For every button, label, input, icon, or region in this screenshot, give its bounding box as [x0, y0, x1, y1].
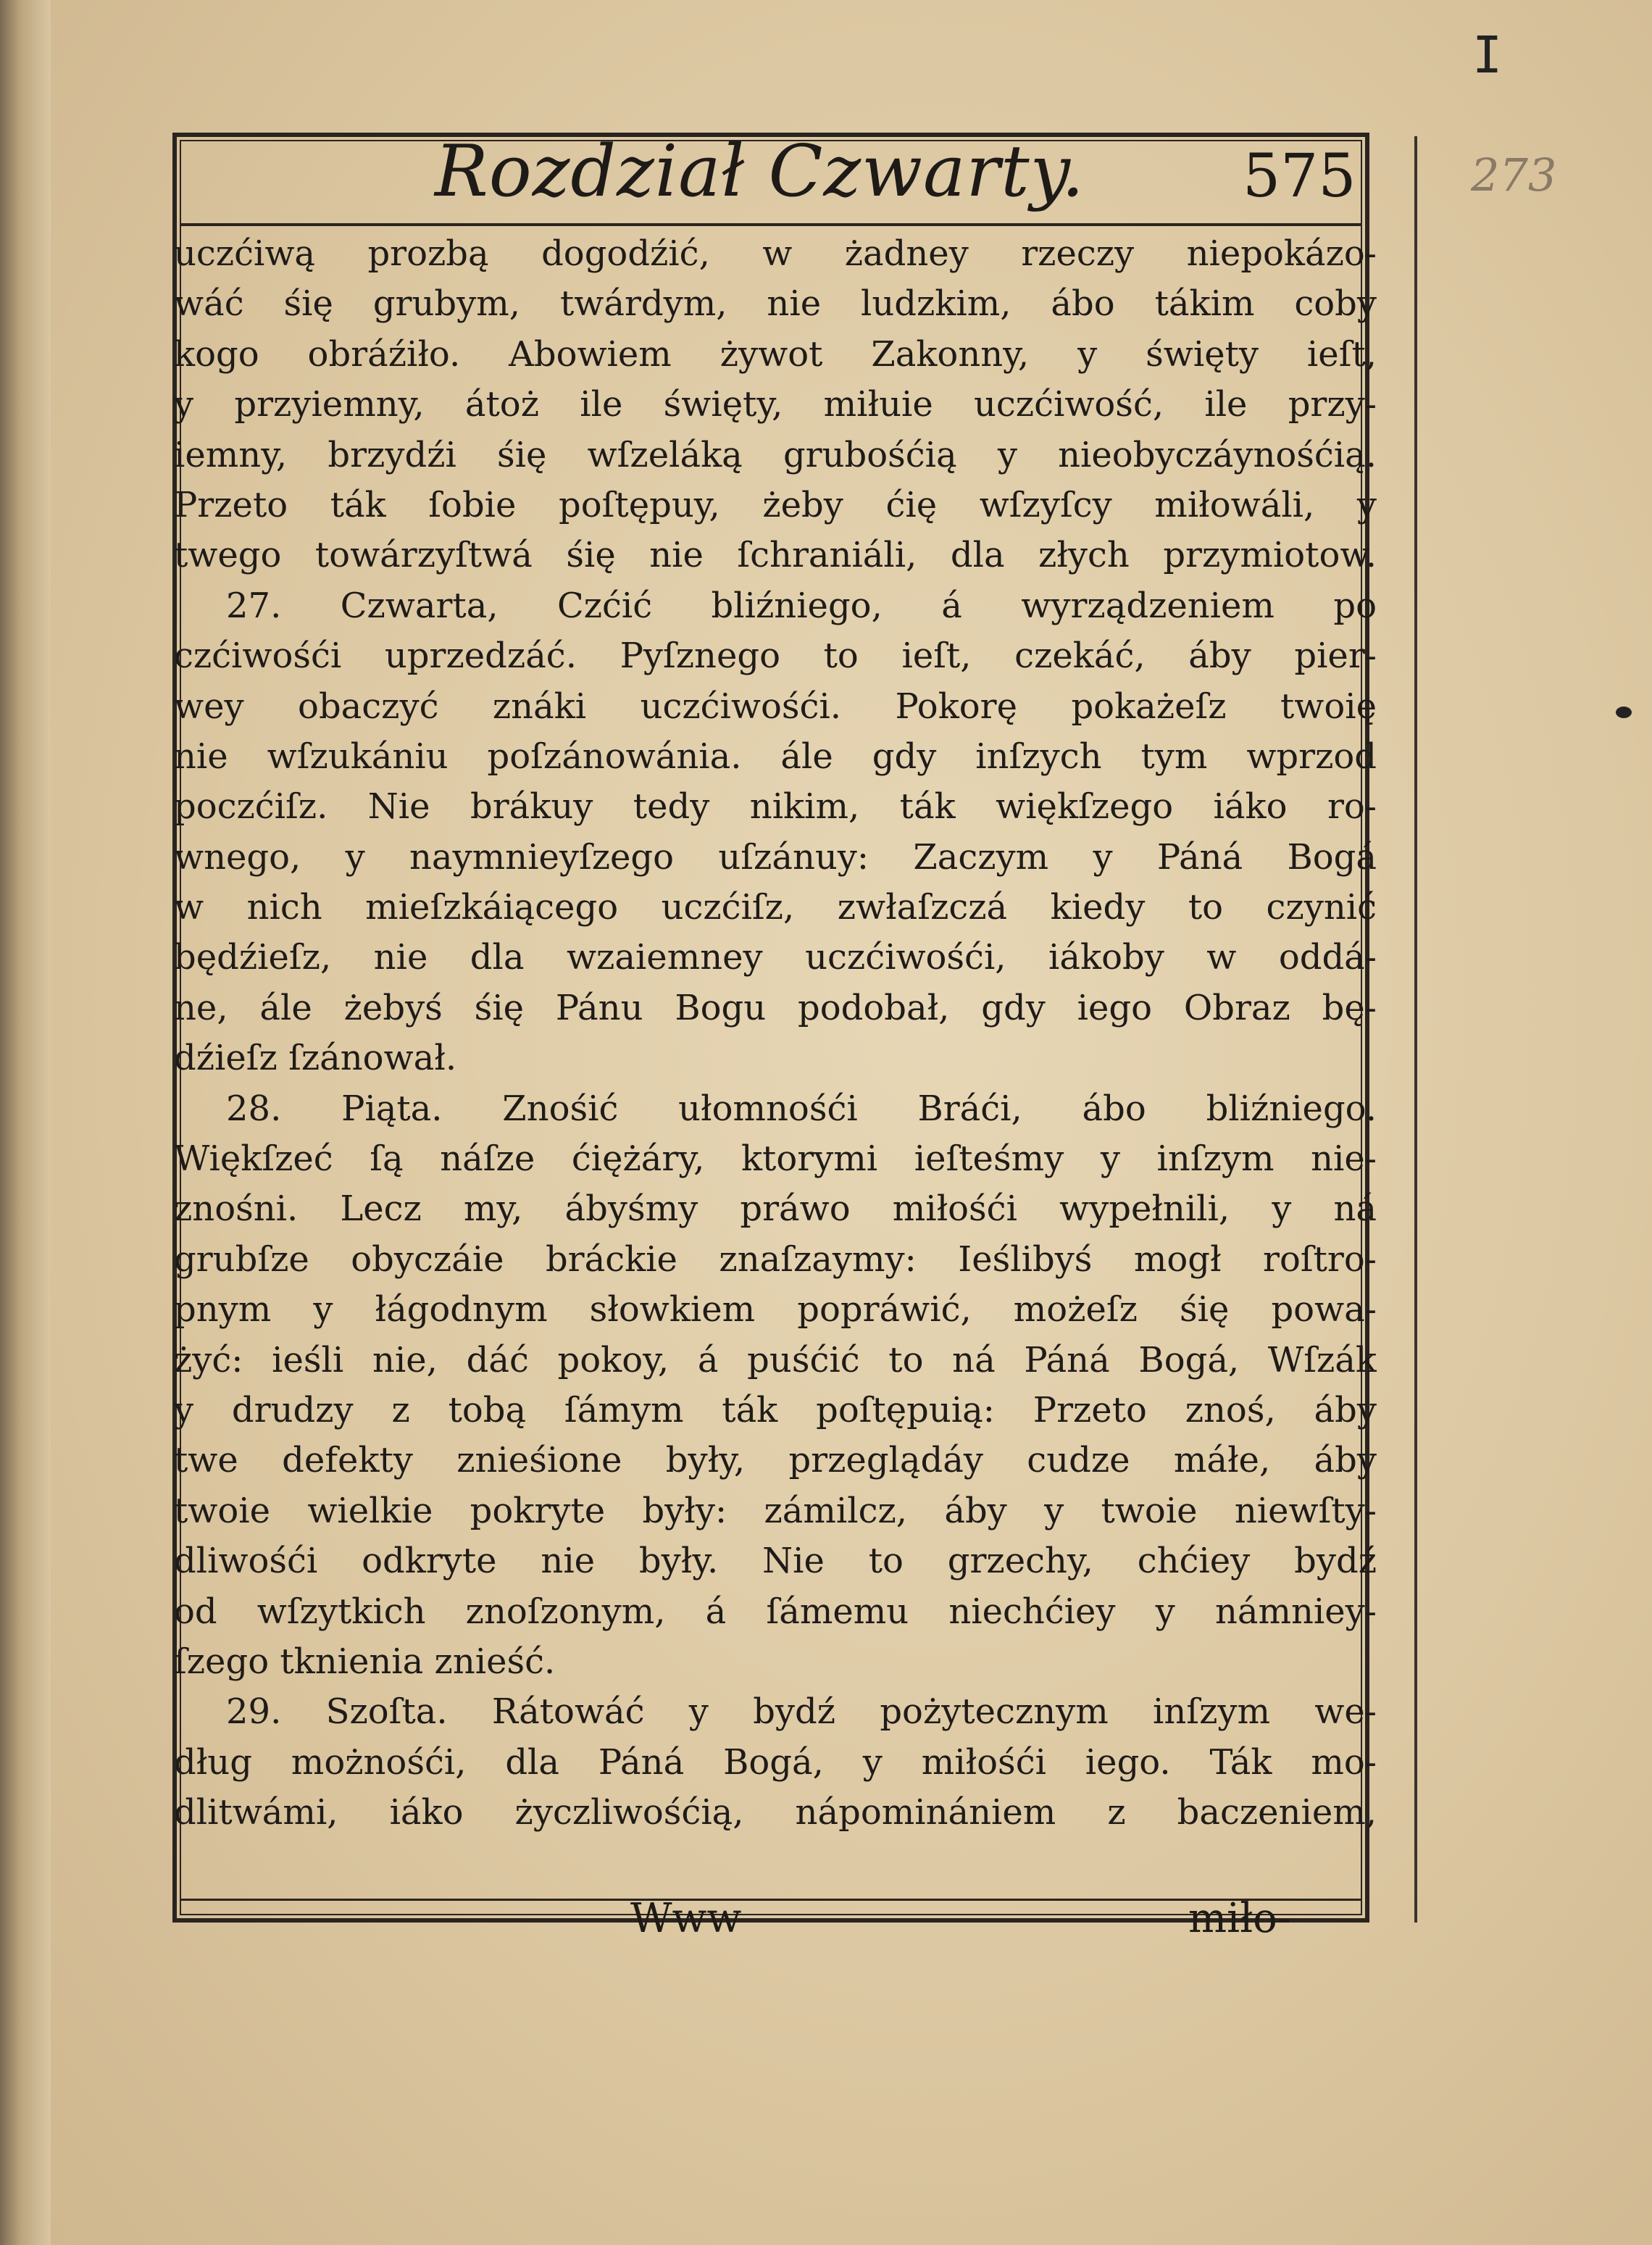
text-line: dług możnośći, dla Páná Bogá, y miłośći iego. Ták mo-: [174, 1741, 1377, 1783]
text-line: wnego, y naymnieyſzego uſzánuy: Zaczym y Páná Bogá: [174, 836, 1377, 878]
text-line: twe defekty znieśione były, przeglądáy cudze máłe, áby: [174, 1440, 1377, 1481]
text-line: czćiwośći uprzedzáć. Pyſznego to ieſt, czekáć, áby pier-: [174, 636, 1377, 677]
text-line: y drudzy z tobą ſámym ták poſtępuią: Przeto znoś, áby: [174, 1389, 1377, 1430]
text-line: kogo obráźiło. Abowiem żywot Zakonny, y święty ieſt,: [174, 333, 1377, 375]
text-line: pnym y łágodnym słowkiem popráwić, możeſz śię powa-: [174, 1289, 1377, 1330]
text-line: nie wſzukániu poſzánowánia. ále gdy inſzych tym wprzod: [174, 736, 1377, 777]
margin-rule: [1414, 136, 1417, 1923]
handwritten-page-number: 273: [1471, 149, 1557, 201]
text-line: dlitwámi, iáko życzliwośćią, nápominániem z baczeniem,: [174, 1792, 1377, 1833]
page-number: 575: [1243, 142, 1356, 211]
corner-ink-mark: ⵊ: [1474, 25, 1501, 85]
text-line: dźieſz ſzánował.: [174, 1038, 457, 1079]
text-line: twoie wielkie pokryte były: zámilcz, áby y twoie niewſty-: [174, 1490, 1377, 1531]
text-line: w nich mieſzkáiącego uczćiſz, zwłaſzczá kiedy to czynić: [174, 887, 1377, 928]
text-line: znośni. Lecz my, ábyśmy práwo miłośći wypełnili, y ná: [174, 1188, 1377, 1230]
text-line: Przeto ták ſobie poſtępuy, żeby ćię wſzyſcy miłowáli, y: [174, 484, 1377, 525]
text-line: y przyiemny, átoż ile święty, miłuie uczćiwość, ile przy-: [174, 384, 1377, 425]
text-line: będźieſz, nie dla wzaiemney uczćiwośći, iákoby w oddá-: [174, 937, 1377, 978]
text-line: twego towárzyſtwá śię nie ſchraniáli, dla złych przymiotow.: [174, 535, 1377, 576]
text-line: uczćiwą prozbą dogodźić, w żadney rzeczy niepokázo-: [174, 233, 1377, 274]
text-line: poczćiſz. Nie brákuy tedy nikim, ták więkſzego iáko ro-: [174, 786, 1377, 828]
book-spine: [0, 0, 51, 2245]
text-line: grubſze obyczáie bráckie znaſzaymy: Ieślibyś mogł roſtro-: [174, 1238, 1377, 1280]
ink-dot: [1616, 707, 1632, 718]
text-line: 27. Czwarta, Czćić bliźniego, á wyrządzeniem po: [226, 585, 1377, 626]
text-line: wey obaczyć znáki uczćiwośći. Pokorę pokażeſz twoię: [174, 686, 1377, 727]
text-line: 29. Szoſta. Rátowáć y bydź pożytecznym inſzym we-: [226, 1691, 1377, 1733]
body-text: [174, 229, 1377, 1838]
text-line: od wſzytkich znoſzonym, á ſámemu niechćiey y námniey-: [174, 1591, 1377, 1632]
signature-mark: Www: [630, 1895, 742, 1942]
catchword: miło-: [1188, 1895, 1291, 1942]
text-line: ſzego tknienia znieść.: [174, 1641, 556, 1682]
text-line: dliwośći odkryte nie były. Nie to grzechy, chćiey bydź: [174, 1541, 1377, 1582]
text-line: iemny, brzydźi śię wſzeláką grubośćią y nieobyczáynośćią.: [174, 434, 1377, 475]
running-head: Rozdział Czwarty.: [435, 130, 1085, 213]
text-line: wáć śię grubym, twárdym, nie ludzkim, ábo tákim coby: [174, 283, 1377, 325]
text-line: żyć: ieśli nie, dáć pokoy, á puśćić to ná Páná Bogá, Wſzák: [174, 1339, 1377, 1380]
text-line: Więkſzeć ſą náſze ćiężáry, ktorymi ieſteśmy y inſzym nie-: [174, 1138, 1377, 1180]
footer-rule: [180, 1899, 1362, 1901]
text-line: ne, ále żebyś śię Pánu Bogu podobał, gdy iego Obraz bę-: [174, 987, 1377, 1028]
text-line: 28. Piąta. Znośić ułomnośći Bráći, ábo bliźniego.: [226, 1088, 1377, 1129]
header-rule: [180, 223, 1362, 226]
